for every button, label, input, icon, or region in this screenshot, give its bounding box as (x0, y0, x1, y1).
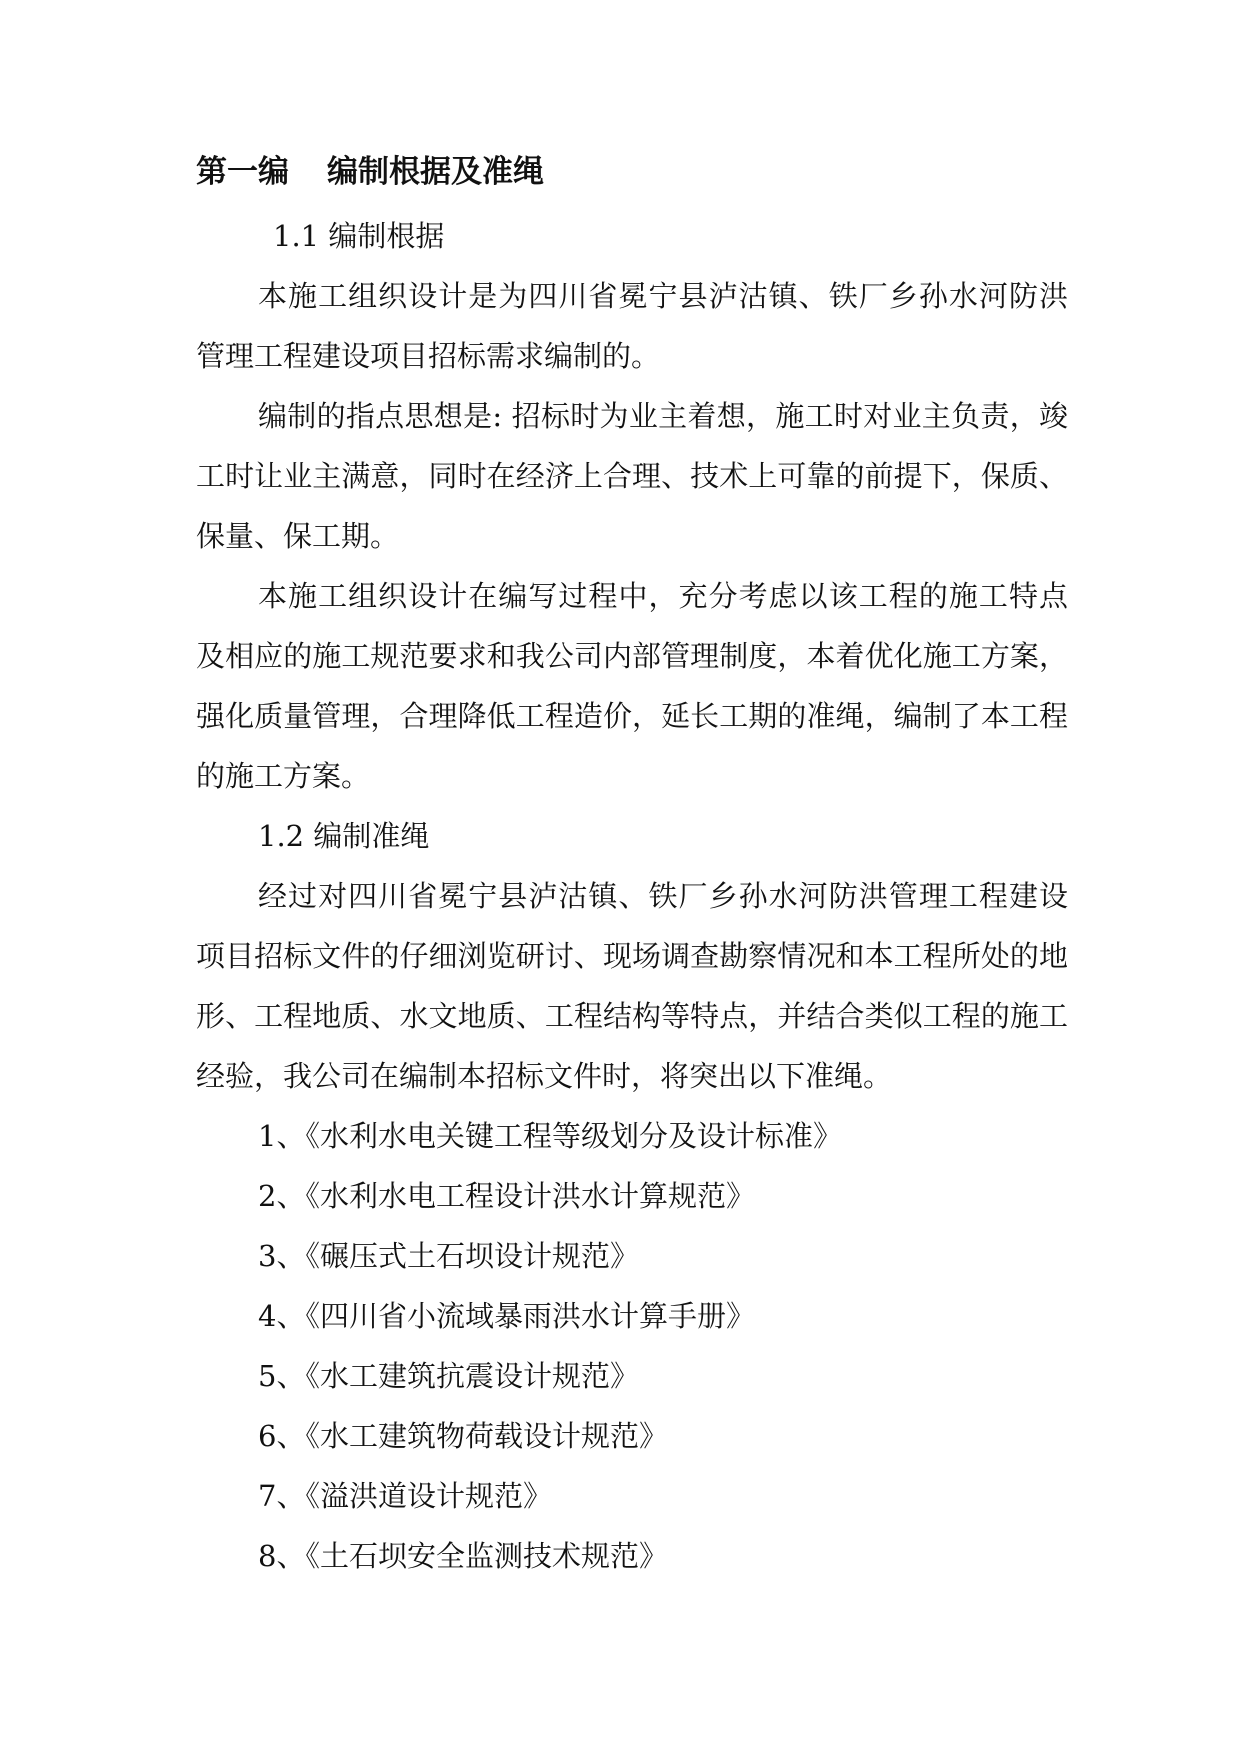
section-heading-1-2: 1.2 编制准绳 (258, 819, 430, 853)
reference-item: 5、《水工建筑抗震设计规范》 (258, 1359, 639, 1393)
reference-item: 4、《四川省小流域暴雨洪水计算手册》 (258, 1299, 755, 1333)
reference-item: 7、《溢洪道设计规范》 (258, 1479, 552, 1513)
paragraph-guiding-idea: 编制的指点思想是: 招标时为业主着想，施工时对业主负责，竣工时让业主满意，同时在经济上合理、技术上可靠的前提下，保质、保量、保工期。 (196, 399, 1068, 553)
section-heading-1-1: 1.1 编制根据 (273, 219, 445, 253)
paragraph-principles: 经过对四川省冕宁县泸沽镇、铁厂乡孙水河防洪管理工程建设项目招标文件的仔细浏览研讨、现场调查勘察情况和本工程所处的地形、工程地质、水文地质、工程结构等特点，并结合类似工程的施工经验，我公司在编制本招标文件时，将突出以下准绳。 (196, 879, 1068, 1093)
chapter-number: 第一编 (196, 154, 289, 190)
paragraph-writing-process: 本施工组织设计在编写过程中，充分考虑以该工程的施工特点及相应的施工规范要求和我公司内部管理制度，本着优化施工方案，强化质量管理，合理降低工程造价，延长工期的准绳，编制了本工程的施工方案。 (196, 579, 1068, 793)
reference-item: 1、《水利水电关键工程等级划分及设计标准》 (258, 1119, 842, 1153)
reference-item: 2、《水利水电工程设计洪水计算规范》 (258, 1179, 755, 1213)
reference-item: 6、《水工建筑物荷载设计规范》 (258, 1419, 668, 1453)
chapter-heading (196, 146, 1068, 198)
document-body (196, 146, 1068, 1586)
reference-item: 8、《土石坝安全监测技术规范》 (258, 1539, 668, 1573)
reference-list (196, 1106, 1068, 1586)
chapter-title: 编制根据及准绳 (327, 154, 544, 190)
reference-item: 3、《碾压式土石坝设计规范》 (258, 1239, 639, 1273)
paragraph-purpose: 本施工组织设计是为四川省冕宁县泸沽镇、铁厂乡孙水河防洪管理工程建设项目招标需求编制的。 (196, 279, 1068, 373)
